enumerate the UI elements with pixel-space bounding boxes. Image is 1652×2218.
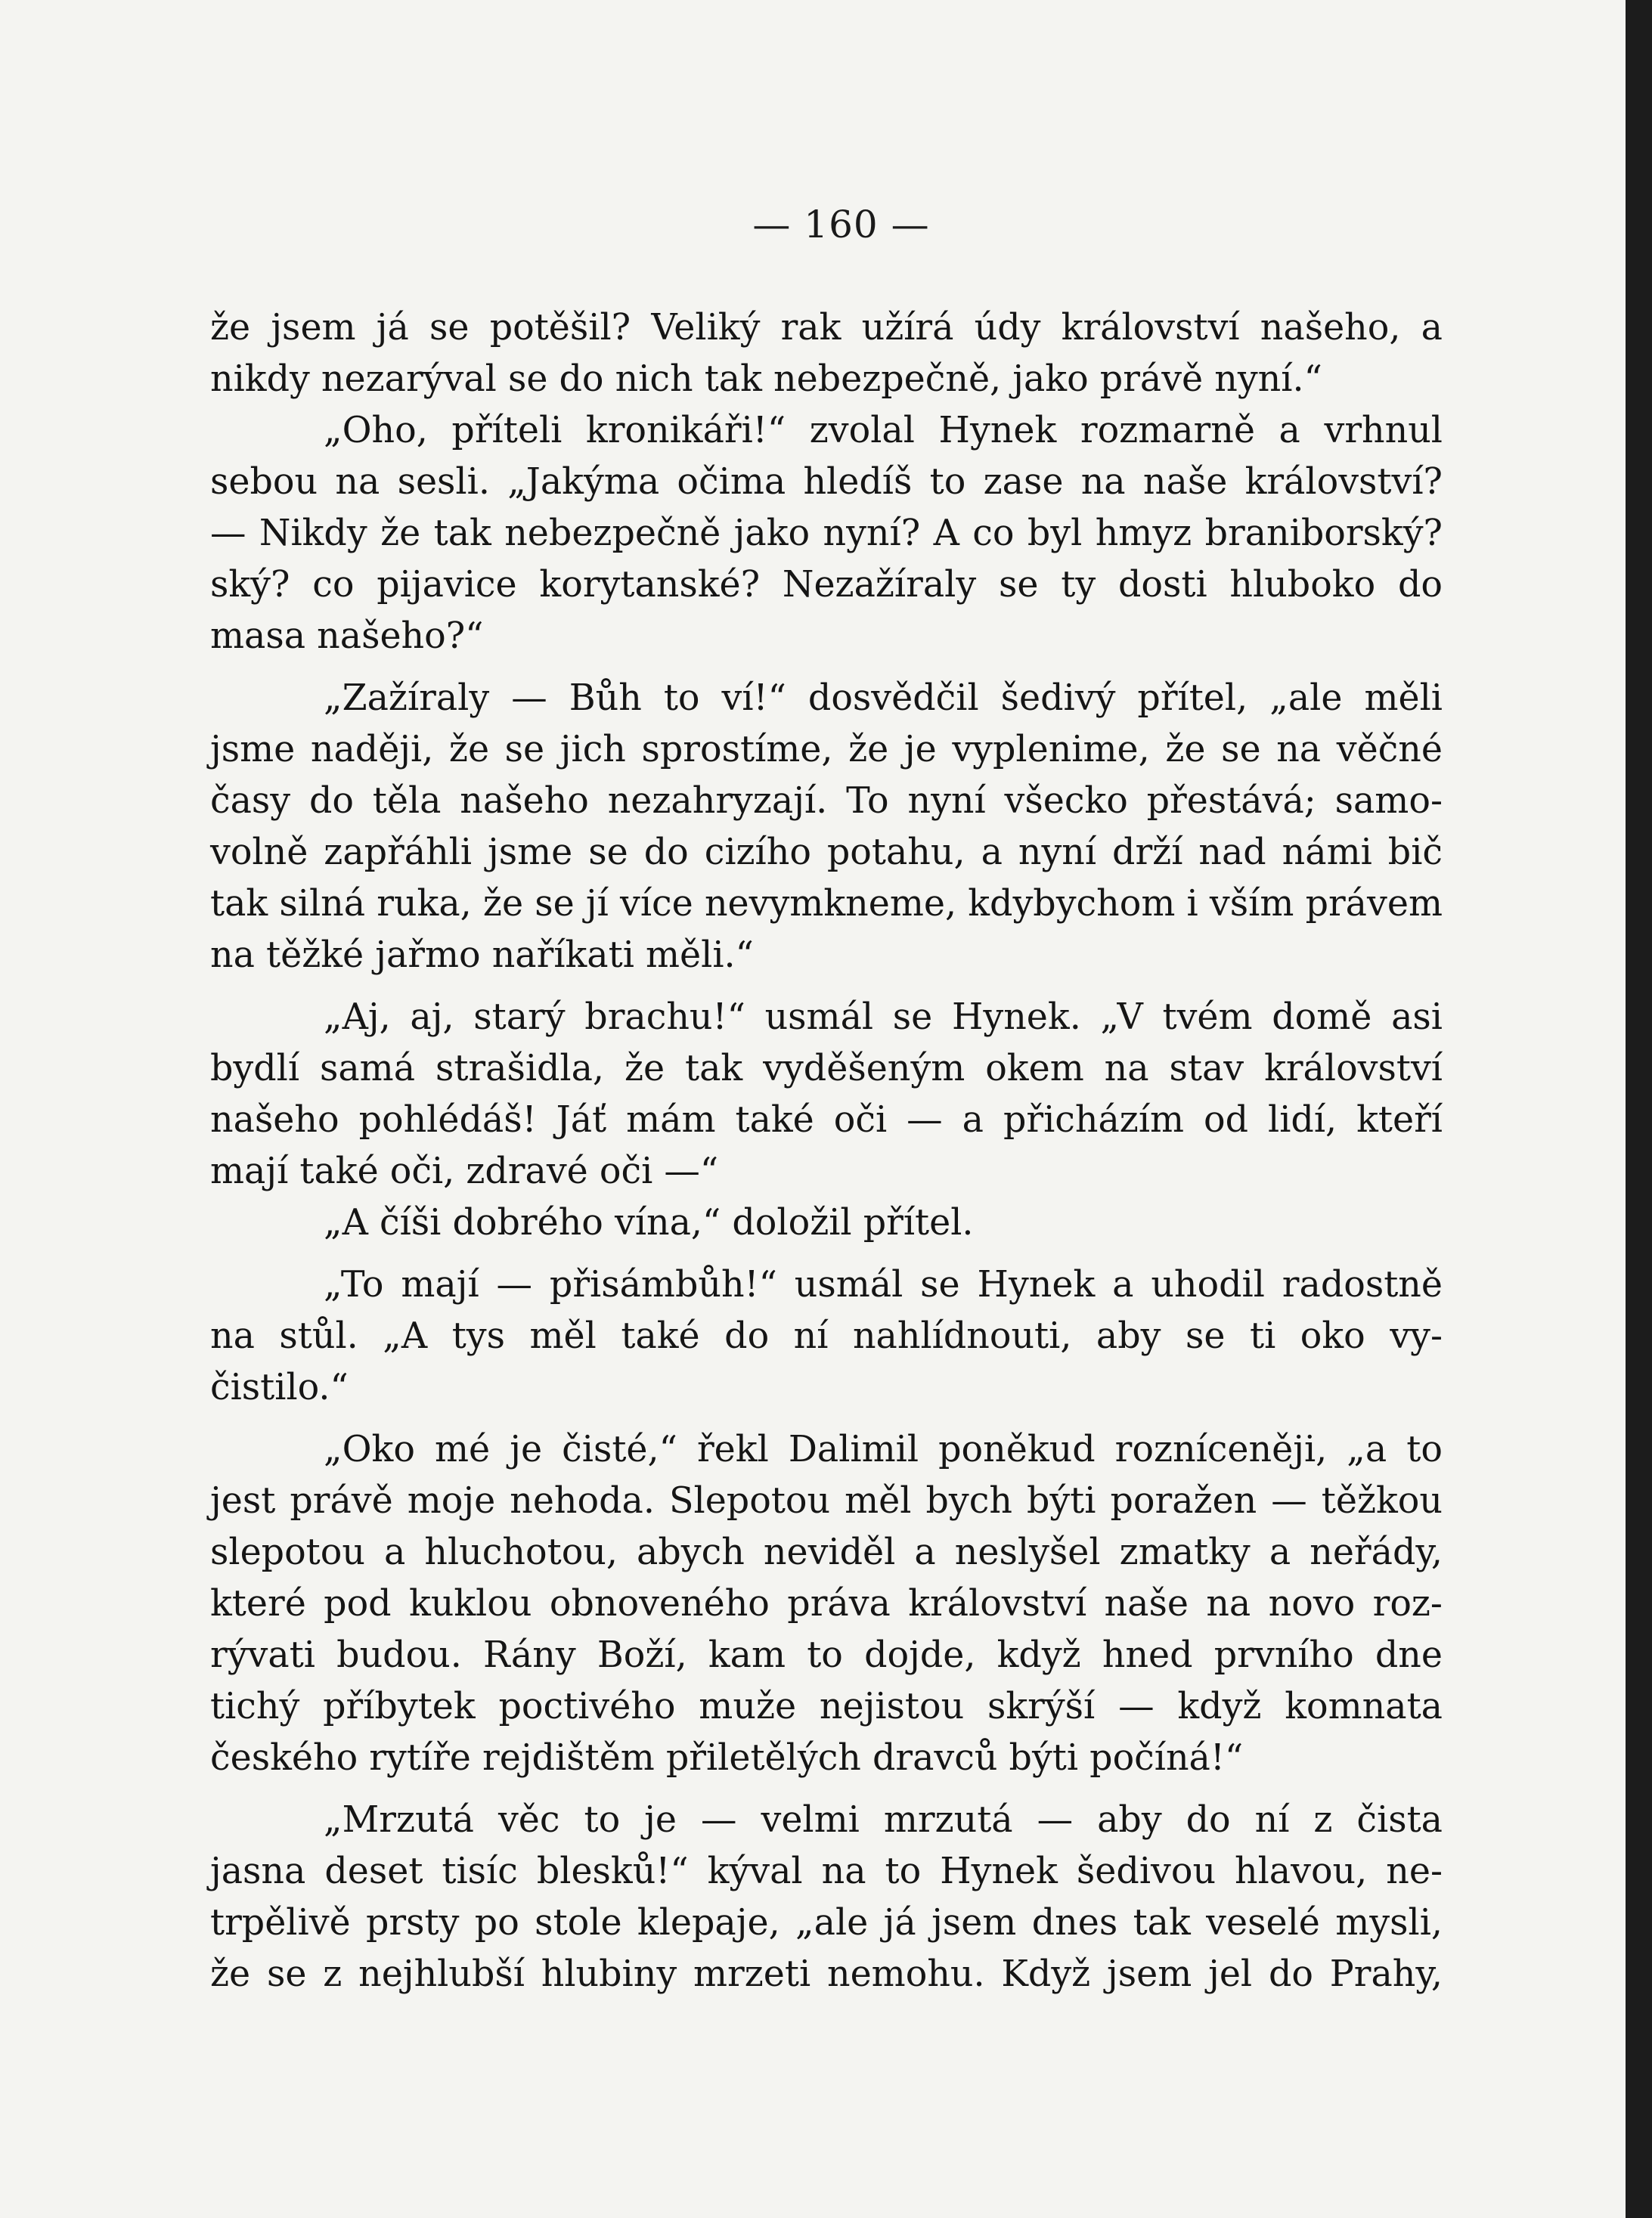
text-line: ský? co pijavice korytanské? Nezažíraly se ty dosti hluboko do [210,564,1443,606]
text-line: „Aj, aj, starý brachu!“ usmál se Hynek. „V tvém domě asi [324,996,1443,1038]
text-line: „A číši dobrého vína,“ doložil přítel. [324,1202,974,1244]
page-edge-shadow [1626,0,1652,2218]
text-line: které pod kuklou obnoveného práva království naše na novo roz- [210,1583,1443,1625]
text-line: jest právě moje nehoda. Slepotou měl bych býti poražen — těžkou [210,1480,1443,1522]
paragraph-gap [210,1414,1443,1424]
text-line: rývati budou. Rány Boží, kam to dojde, když hned prvního dne [210,1634,1443,1676]
text-line: — Nikdy že tak nebezpečně jako nyní? A co byl hmyz braniborský? [210,513,1443,554]
paragraph-gap [210,662,1443,673]
paragraph-gap [210,1249,1443,1259]
text-line: trpělivě prsty po stole klepaje, „ale já jsem dnes tak veselé mysli, [210,1902,1443,1944]
body-text [210,302,1443,2000]
page-number-text: — 160 — [752,203,930,246]
text-line: českého rytíře rejdištěm přiletělých dravců býti počíná!“ [210,1737,1244,1779]
text-line: „To mají — přisámbůh!“ usmál se Hynek a uhodil radostně [324,1264,1443,1306]
text-line: sebou na sesli. „Jakýma očima hledíš to zase na naše království? [210,461,1443,503]
paragraph-gap [210,981,1443,992]
text-line: mají také oči, zdravé oči —“ [210,1151,719,1192]
text-line: „Mrzutá věc to je — velmi mrzutá — aby do ní z čista [324,1799,1443,1841]
text-line: „Oko mé je čisté,“ řekl Dalimil poněkud rozníceněji, „a to [324,1429,1443,1470]
text-line: jsme naději, že se jich sprostíme, že je vyplenime, že se na věčné [210,729,1443,770]
text-line: masa našeho?“ [210,615,484,657]
text-line: že jsem já se potěšil? Veliký rak užírá údy království našeho, a [210,307,1443,348]
text-line: časy do těla našeho nezahryzají. To nyní všecko přestává; samo- [210,780,1443,822]
text-line: čistilo.“ [210,1367,349,1408]
text-line: bydlí samá strašidla, že tak vyděšeným okem na stav království [210,1048,1443,1089]
text-line: tak silná ruka, že se jí více nevymkneme, kdybychom i vším právem [210,883,1443,925]
text-line: volně zapřáhli jsme se do cizího potahu, a nyní drží nad námi bič [210,832,1443,873]
text-line: tichý příbytek poctivého muže nejistou skrýší — když komnata [210,1686,1443,1727]
text-line: „Zažíraly — Bůh to ví!“ dosvědčil šedivý přítel, „ale měli [324,677,1443,719]
text-line: nikdy nezarýval se do nich tak nebezpečně, jako právě nyní.“ [210,358,1322,400]
text-line: jasna deset tisíc blesků!“ kýval na to Hynek šedivou hlavou, ne- [210,1851,1443,1892]
text-line: „Oho, příteli kronikáři!“ zvolal Hynek rozmarně a vrhnul [324,410,1443,451]
text-line: na stůl. „A tys měl také do ní nahlídnouti, aby se ti oko vy- [210,1315,1443,1357]
text-line: našeho pohlédáš! Jáť mám také oči — a přicházím od lidí, kteří [210,1099,1443,1141]
paragraph-gap [210,1784,1443,1795]
text-line: slepotou a hluchotou, abych neviděl a neslyšel zmatky a neřády, [210,1532,1443,1573]
page-number [0,203,1652,246]
text-line: na těžké jařmo naříkati měli.“ [210,934,754,976]
text-line: že se z nejhlubší hlubiny mrzeti nemohu. Když jsem jel do Prahy, [210,1953,1443,1995]
